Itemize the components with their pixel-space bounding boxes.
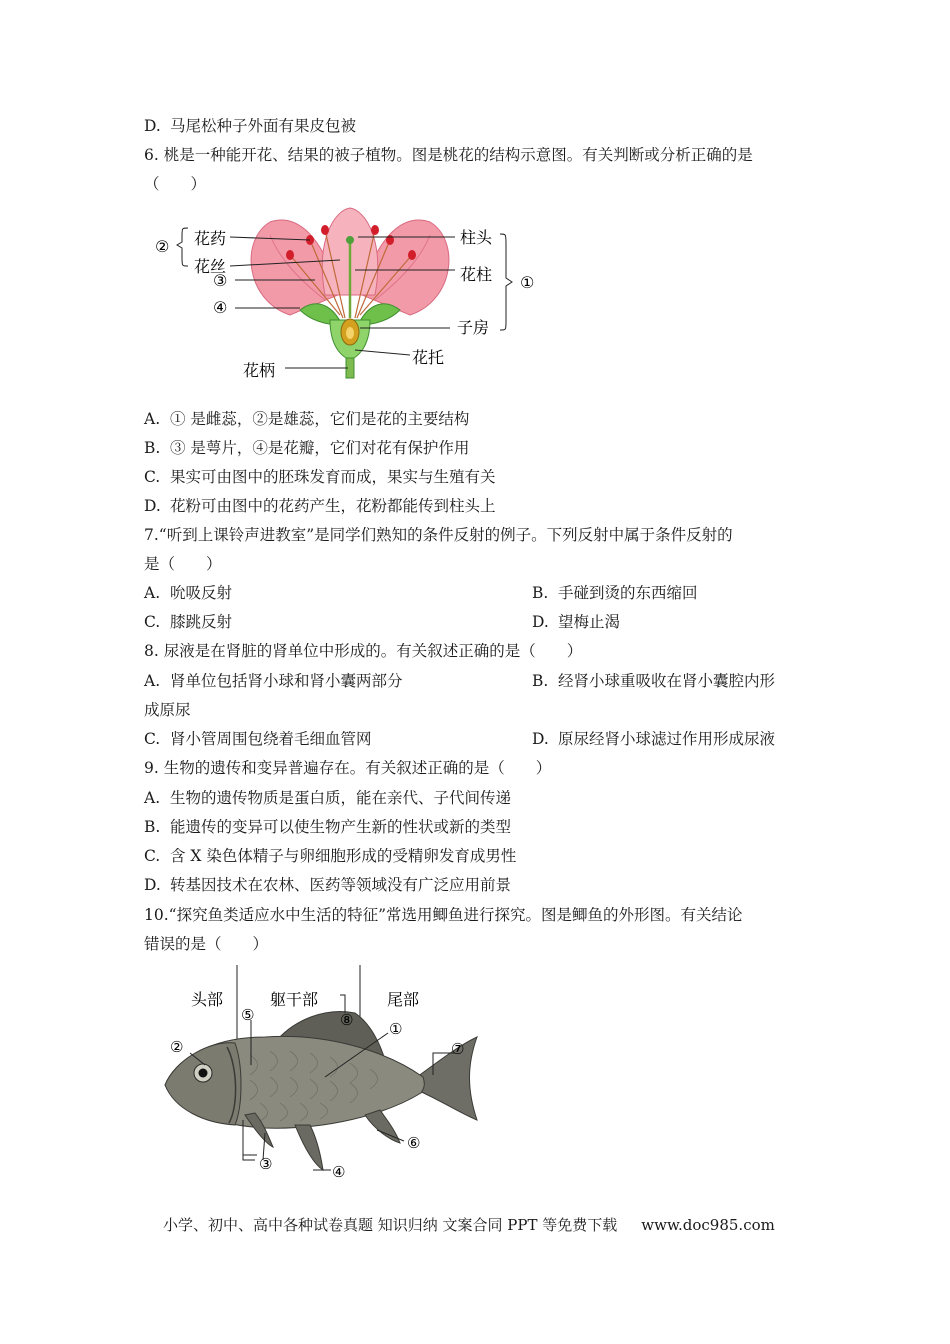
- page-footer: [163, 1214, 775, 1235]
- label-n4: ④: [332, 1163, 346, 1181]
- label-n2: ②: [170, 1038, 184, 1056]
- q8-option-a: A. 肾单位包括肾小球和肾小囊两部分: [144, 672, 403, 690]
- label-n3: ③: [213, 271, 228, 290]
- q5-option-d: D. 马尾松种子外面有果皮包被: [144, 117, 357, 135]
- crucian-carp-diagram: [155, 965, 495, 1190]
- label-ovary: 子房: [457, 318, 490, 337]
- label-pedicel: 花柄: [243, 361, 276, 380]
- q10-stem-line1: 10.“探究鱼类适应水中生活的特征”常选用鲫鱼进行探究。图是鲫鱼的外形图。有关结论: [144, 906, 743, 924]
- label-style: 花柱: [460, 265, 493, 284]
- footer-text: 小学、初中、高中各种试卷真题 知识归纳 文案合同 PPT 等免费下载: [163, 1216, 618, 1234]
- q9-option-a: A. 生物的遗传物质是蛋白质，能在亲代、子代间传递: [144, 789, 512, 807]
- q7-option-a: A. 吮吸反射: [144, 584, 233, 602]
- label-tail: 尾部: [387, 990, 420, 1009]
- label-n4: ④: [213, 298, 228, 317]
- label-n1: ①: [389, 1020, 403, 1038]
- peach-flower-diagram: [150, 200, 550, 390]
- q6-stem: 6. 桃是一种能开花、结果的被子植物。图是桃花的结构示意图。有关判断或分析正确的是: [144, 146, 753, 164]
- label-n5: ⑤: [241, 1006, 255, 1024]
- label-n1: ①: [520, 273, 535, 292]
- q8-option-c: C. 肾小管周围包绕着毛细血管网: [144, 730, 372, 748]
- label-stigma: 柱头: [460, 228, 493, 247]
- q7-stem-line2: 是（ ）: [144, 555, 222, 573]
- q7-option-b: B. 手碰到烫的东西缩回: [532, 584, 698, 602]
- q9-option-c: C. 含 X 染色体精子与卵细胞形成的受精卵发育成男性: [144, 847, 517, 865]
- q8-option-b-continued: 成原尿: [144, 701, 191, 719]
- q6-answer-paren: （ ）: [144, 175, 207, 193]
- label-anther: 花药: [194, 229, 227, 248]
- footer-url: www.doc985.com: [641, 1216, 775, 1234]
- label-head: 头部: [191, 990, 224, 1009]
- q8-stem: 8. 尿液是在肾脏的肾单位中形成的。有关叙述正确的是（ ）: [144, 642, 583, 660]
- q9-stem: 9. 生物的遗传和变异普遍存在。有关叙述正确的是（ ）: [144, 759, 552, 777]
- q8-option-d: D. 原尿经肾小球滤过作用形成尿液: [532, 730, 776, 748]
- label-n8: ⑧: [340, 1011, 354, 1029]
- q6-option-c: C. 果实可由图中的胚珠发育而成，果实与生殖有关: [144, 468, 496, 486]
- label-n6: ⑥: [407, 1134, 421, 1152]
- q6-option-d: D. 花粉可由图中的花药产生，花粉都能传到柱头上: [144, 497, 496, 515]
- q7-stem-line1: 7.“听到上课铃声进教室”是同学们熟知的条件反射的例子。下列反射中属于条件反射的: [144, 526, 733, 544]
- label-filament: 花丝: [194, 257, 227, 276]
- q9-option-d: D. 转基因技术在农林、医药等领域没有广泛应用前景: [144, 876, 512, 894]
- label-n3: ③: [259, 1155, 273, 1173]
- label-receptacle: 花托: [412, 348, 445, 367]
- label-n7: ⑦: [451, 1040, 465, 1058]
- label-trunk: 躯干部: [270, 990, 319, 1009]
- q8-option-b: B. 经肾小球重吸收在肾小囊腔内形: [532, 672, 776, 690]
- q9-option-b: B. 能遗传的变异可以使生物产生新的性状或新的类型: [144, 818, 512, 836]
- q7-option-d: D. 望梅止渴: [532, 613, 621, 631]
- q6-option-b: B. ③ 是萼片，④是花瓣，它们对花有保护作用: [144, 439, 470, 457]
- q10-stem-line2: 错误的是（ ）: [144, 935, 269, 953]
- q7-option-c: C. 膝跳反射: [144, 613, 233, 631]
- label-n2: ②: [155, 237, 170, 256]
- q6-option-a: A. ① 是雌蕊，②是雄蕊，它们是花的主要结构: [144, 410, 470, 428]
